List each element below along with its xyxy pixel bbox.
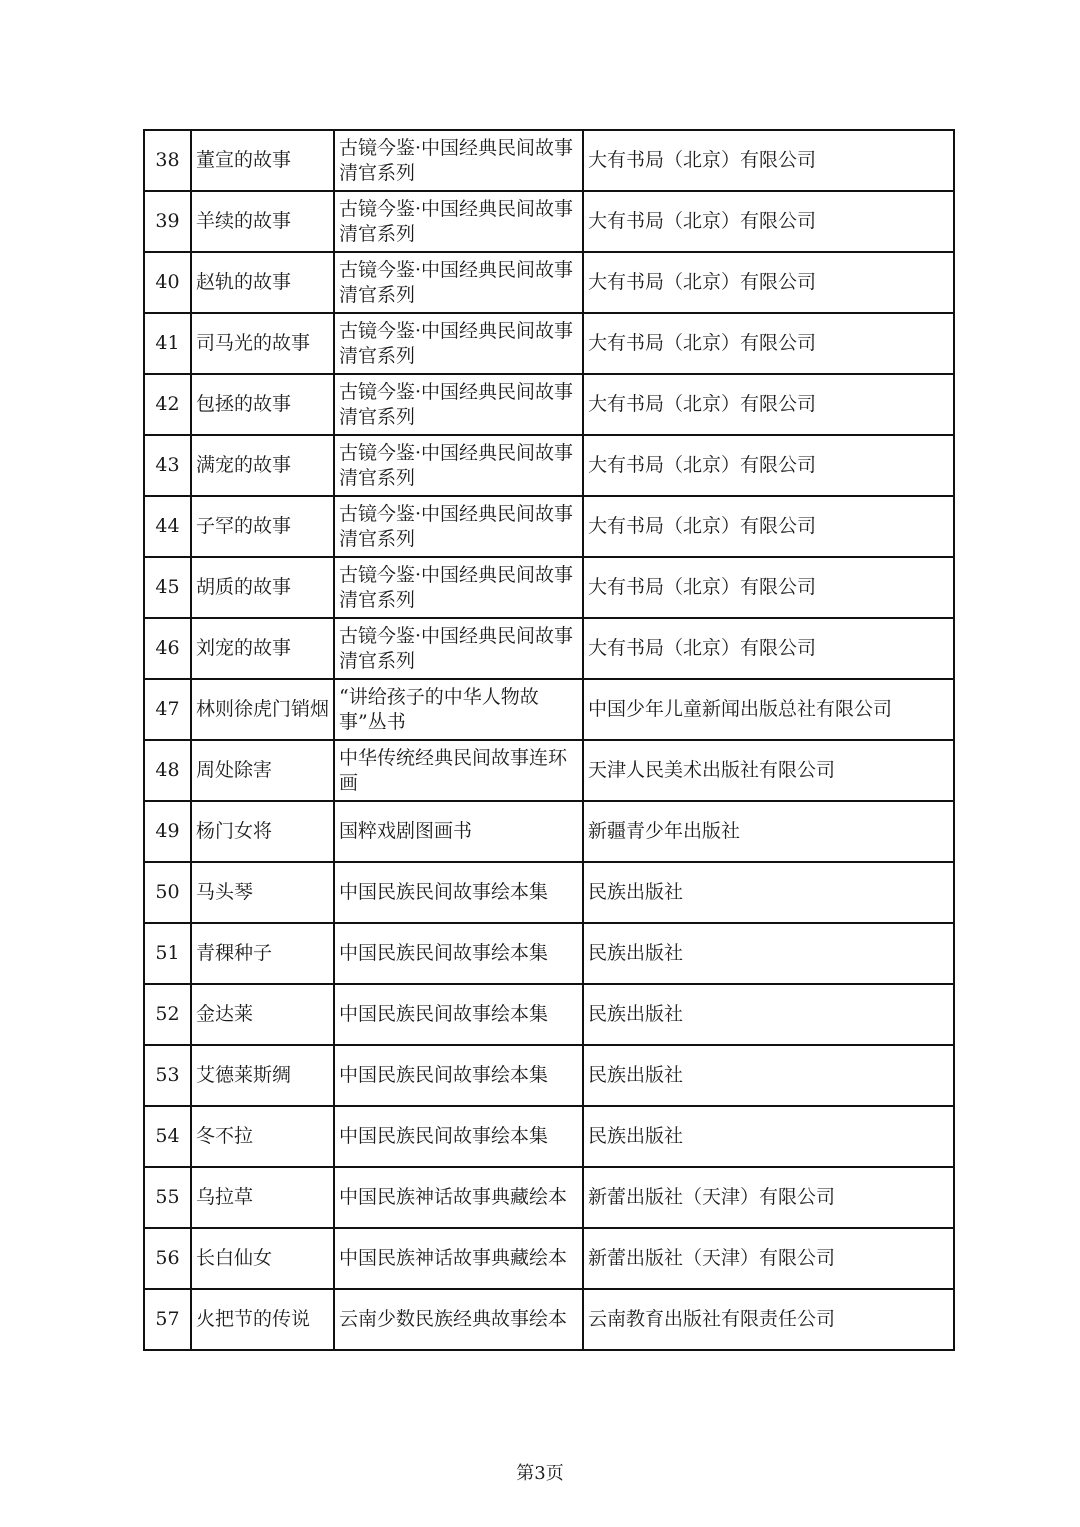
series-name-cell: 中国民族民间故事绘本集 bbox=[334, 984, 583, 1045]
publisher-cell: 大有书局（北京）有限公司 bbox=[583, 252, 954, 313]
table-row bbox=[144, 1045, 954, 1106]
book-title-cell: 马头琴 bbox=[191, 862, 334, 923]
series-name-cell: 云南少数民族经典故事绘本 bbox=[334, 1289, 583, 1350]
table-row bbox=[144, 801, 954, 862]
row-number-cell: 56 bbox=[144, 1228, 191, 1289]
book-title-cell: 冬不拉 bbox=[191, 1106, 334, 1167]
publisher-cell: 中国少年儿童新闻出版总社有限公司 bbox=[583, 679, 954, 740]
row-number-cell: 46 bbox=[144, 618, 191, 679]
series-name-cell: 古镜今鉴·中国经典民间故事清官系列 bbox=[334, 252, 583, 313]
row-number-cell: 54 bbox=[144, 1106, 191, 1167]
table-row bbox=[144, 252, 954, 313]
publisher-cell: 民族出版社 bbox=[583, 923, 954, 984]
series-name-cell: “讲给孩子的中华人物故事”丛书 bbox=[334, 679, 583, 740]
table-row bbox=[144, 313, 954, 374]
publisher-cell: 民族出版社 bbox=[583, 862, 954, 923]
row-number-cell: 49 bbox=[144, 801, 191, 862]
series-name-cell: 中华传统经典民间故事连环画 bbox=[334, 740, 583, 801]
table-row bbox=[144, 862, 954, 923]
table-row bbox=[144, 1167, 954, 1228]
table-row bbox=[144, 435, 954, 496]
row-number-cell: 55 bbox=[144, 1167, 191, 1228]
row-number-cell: 57 bbox=[144, 1289, 191, 1350]
book-title-cell: 青稞种子 bbox=[191, 923, 334, 984]
series-name-cell: 古镜今鉴·中国经典民间故事清官系列 bbox=[334, 130, 583, 191]
table-row bbox=[144, 618, 954, 679]
publisher-cell: 大有书局（北京）有限公司 bbox=[583, 130, 954, 191]
row-number-cell: 53 bbox=[144, 1045, 191, 1106]
publisher-cell: 新疆青少年出版社 bbox=[583, 801, 954, 862]
series-name-cell: 中国民族神话故事典藏绘本 bbox=[334, 1167, 583, 1228]
publisher-cell: 新蕾出版社（天津）有限公司 bbox=[583, 1167, 954, 1228]
book-title-cell: 包拯的故事 bbox=[191, 374, 334, 435]
series-name-cell: 中国民族民间故事绘本集 bbox=[334, 1045, 583, 1106]
book-title-cell: 乌拉草 bbox=[191, 1167, 334, 1228]
series-name-cell: 中国民族民间故事绘本集 bbox=[334, 923, 583, 984]
table-row bbox=[144, 496, 954, 557]
table-row bbox=[144, 740, 954, 801]
publisher-cell: 民族出版社 bbox=[583, 1045, 954, 1106]
publisher-cell: 大有书局（北京）有限公司 bbox=[583, 618, 954, 679]
table-row bbox=[144, 557, 954, 618]
row-number-cell: 45 bbox=[144, 557, 191, 618]
row-number-cell: 39 bbox=[144, 191, 191, 252]
book-title-cell: 董宣的故事 bbox=[191, 130, 334, 191]
book-title-cell: 火把节的传说 bbox=[191, 1289, 334, 1350]
book-title-cell: 长白仙女 bbox=[191, 1228, 334, 1289]
series-name-cell: 中国民族民间故事绘本集 bbox=[334, 1106, 583, 1167]
series-name-cell: 古镜今鉴·中国经典民间故事清官系列 bbox=[334, 313, 583, 374]
series-name-cell: 古镜今鉴·中国经典民间故事清官系列 bbox=[334, 496, 583, 557]
page-number: 第3页 bbox=[516, 1463, 564, 1484]
table-row bbox=[144, 374, 954, 435]
book-title-cell: 周处除害 bbox=[191, 740, 334, 801]
row-number-cell: 44 bbox=[144, 496, 191, 557]
book-title-cell: 刘宠的故事 bbox=[191, 618, 334, 679]
row-number-cell: 41 bbox=[144, 313, 191, 374]
publisher-cell: 大有书局（北京）有限公司 bbox=[583, 557, 954, 618]
row-number-cell: 51 bbox=[144, 923, 191, 984]
table-row bbox=[144, 1228, 954, 1289]
table-row bbox=[144, 191, 954, 252]
series-name-cell: 古镜今鉴·中国经典民间故事清官系列 bbox=[334, 435, 583, 496]
book-title-cell: 羊续的故事 bbox=[191, 191, 334, 252]
series-name-cell: 古镜今鉴·中国经典民间故事清官系列 bbox=[334, 618, 583, 679]
publisher-cell: 大有书局（北京）有限公司 bbox=[583, 496, 954, 557]
book-title-cell: 司马光的故事 bbox=[191, 313, 334, 374]
row-number-cell: 40 bbox=[144, 252, 191, 313]
publisher-cell: 云南教育出版社有限责任公司 bbox=[583, 1289, 954, 1350]
book-title-cell: 赵轨的故事 bbox=[191, 252, 334, 313]
series-name-cell: 古镜今鉴·中国经典民间故事清官系列 bbox=[334, 557, 583, 618]
row-number-cell: 48 bbox=[144, 740, 191, 801]
row-number-cell: 50 bbox=[144, 862, 191, 923]
row-number-cell: 43 bbox=[144, 435, 191, 496]
table-row bbox=[144, 130, 954, 191]
row-number-cell: 38 bbox=[144, 130, 191, 191]
publisher-cell: 大有书局（北京）有限公司 bbox=[583, 374, 954, 435]
series-name-cell: 中国民族神话故事典藏绘本 bbox=[334, 1228, 583, 1289]
series-name-cell: 古镜今鉴·中国经典民间故事清官系列 bbox=[334, 374, 583, 435]
publisher-cell: 天津人民美术出版社有限公司 bbox=[583, 740, 954, 801]
book-title-cell: 林则徐虎门销烟 bbox=[191, 679, 334, 740]
book-title-cell: 满宠的故事 bbox=[191, 435, 334, 496]
row-number-cell: 52 bbox=[144, 984, 191, 1045]
book-title-cell: 胡质的故事 bbox=[191, 557, 334, 618]
publisher-cell: 民族出版社 bbox=[583, 1106, 954, 1167]
table-row bbox=[144, 1106, 954, 1167]
table-body bbox=[144, 130, 954, 1350]
series-name-cell: 中国民族民间故事绘本集 bbox=[334, 862, 583, 923]
table-row bbox=[144, 1289, 954, 1350]
book-title-cell: 金达莱 bbox=[191, 984, 334, 1045]
book-title-cell: 子罕的故事 bbox=[191, 496, 334, 557]
series-name-cell: 古镜今鉴·中国经典民间故事清官系列 bbox=[334, 191, 583, 252]
row-number-cell: 47 bbox=[144, 679, 191, 740]
table-row bbox=[144, 923, 954, 984]
publisher-cell: 大有书局（北京）有限公司 bbox=[583, 435, 954, 496]
row-number-cell: 42 bbox=[144, 374, 191, 435]
series-name-cell: 国粹戏剧图画书 bbox=[334, 801, 583, 862]
book-title-cell: 艾德莱斯绸 bbox=[191, 1045, 334, 1106]
publisher-cell: 新蕾出版社（天津）有限公司 bbox=[583, 1228, 954, 1289]
book-title-cell: 杨门女将 bbox=[191, 801, 334, 862]
table-row bbox=[144, 679, 954, 740]
publisher-cell: 大有书局（北京）有限公司 bbox=[583, 191, 954, 252]
table-row bbox=[144, 984, 954, 1045]
publisher-cell: 民族出版社 bbox=[583, 984, 954, 1045]
book-list-table bbox=[143, 129, 955, 1351]
publisher-cell: 大有书局（北京）有限公司 bbox=[583, 313, 954, 374]
